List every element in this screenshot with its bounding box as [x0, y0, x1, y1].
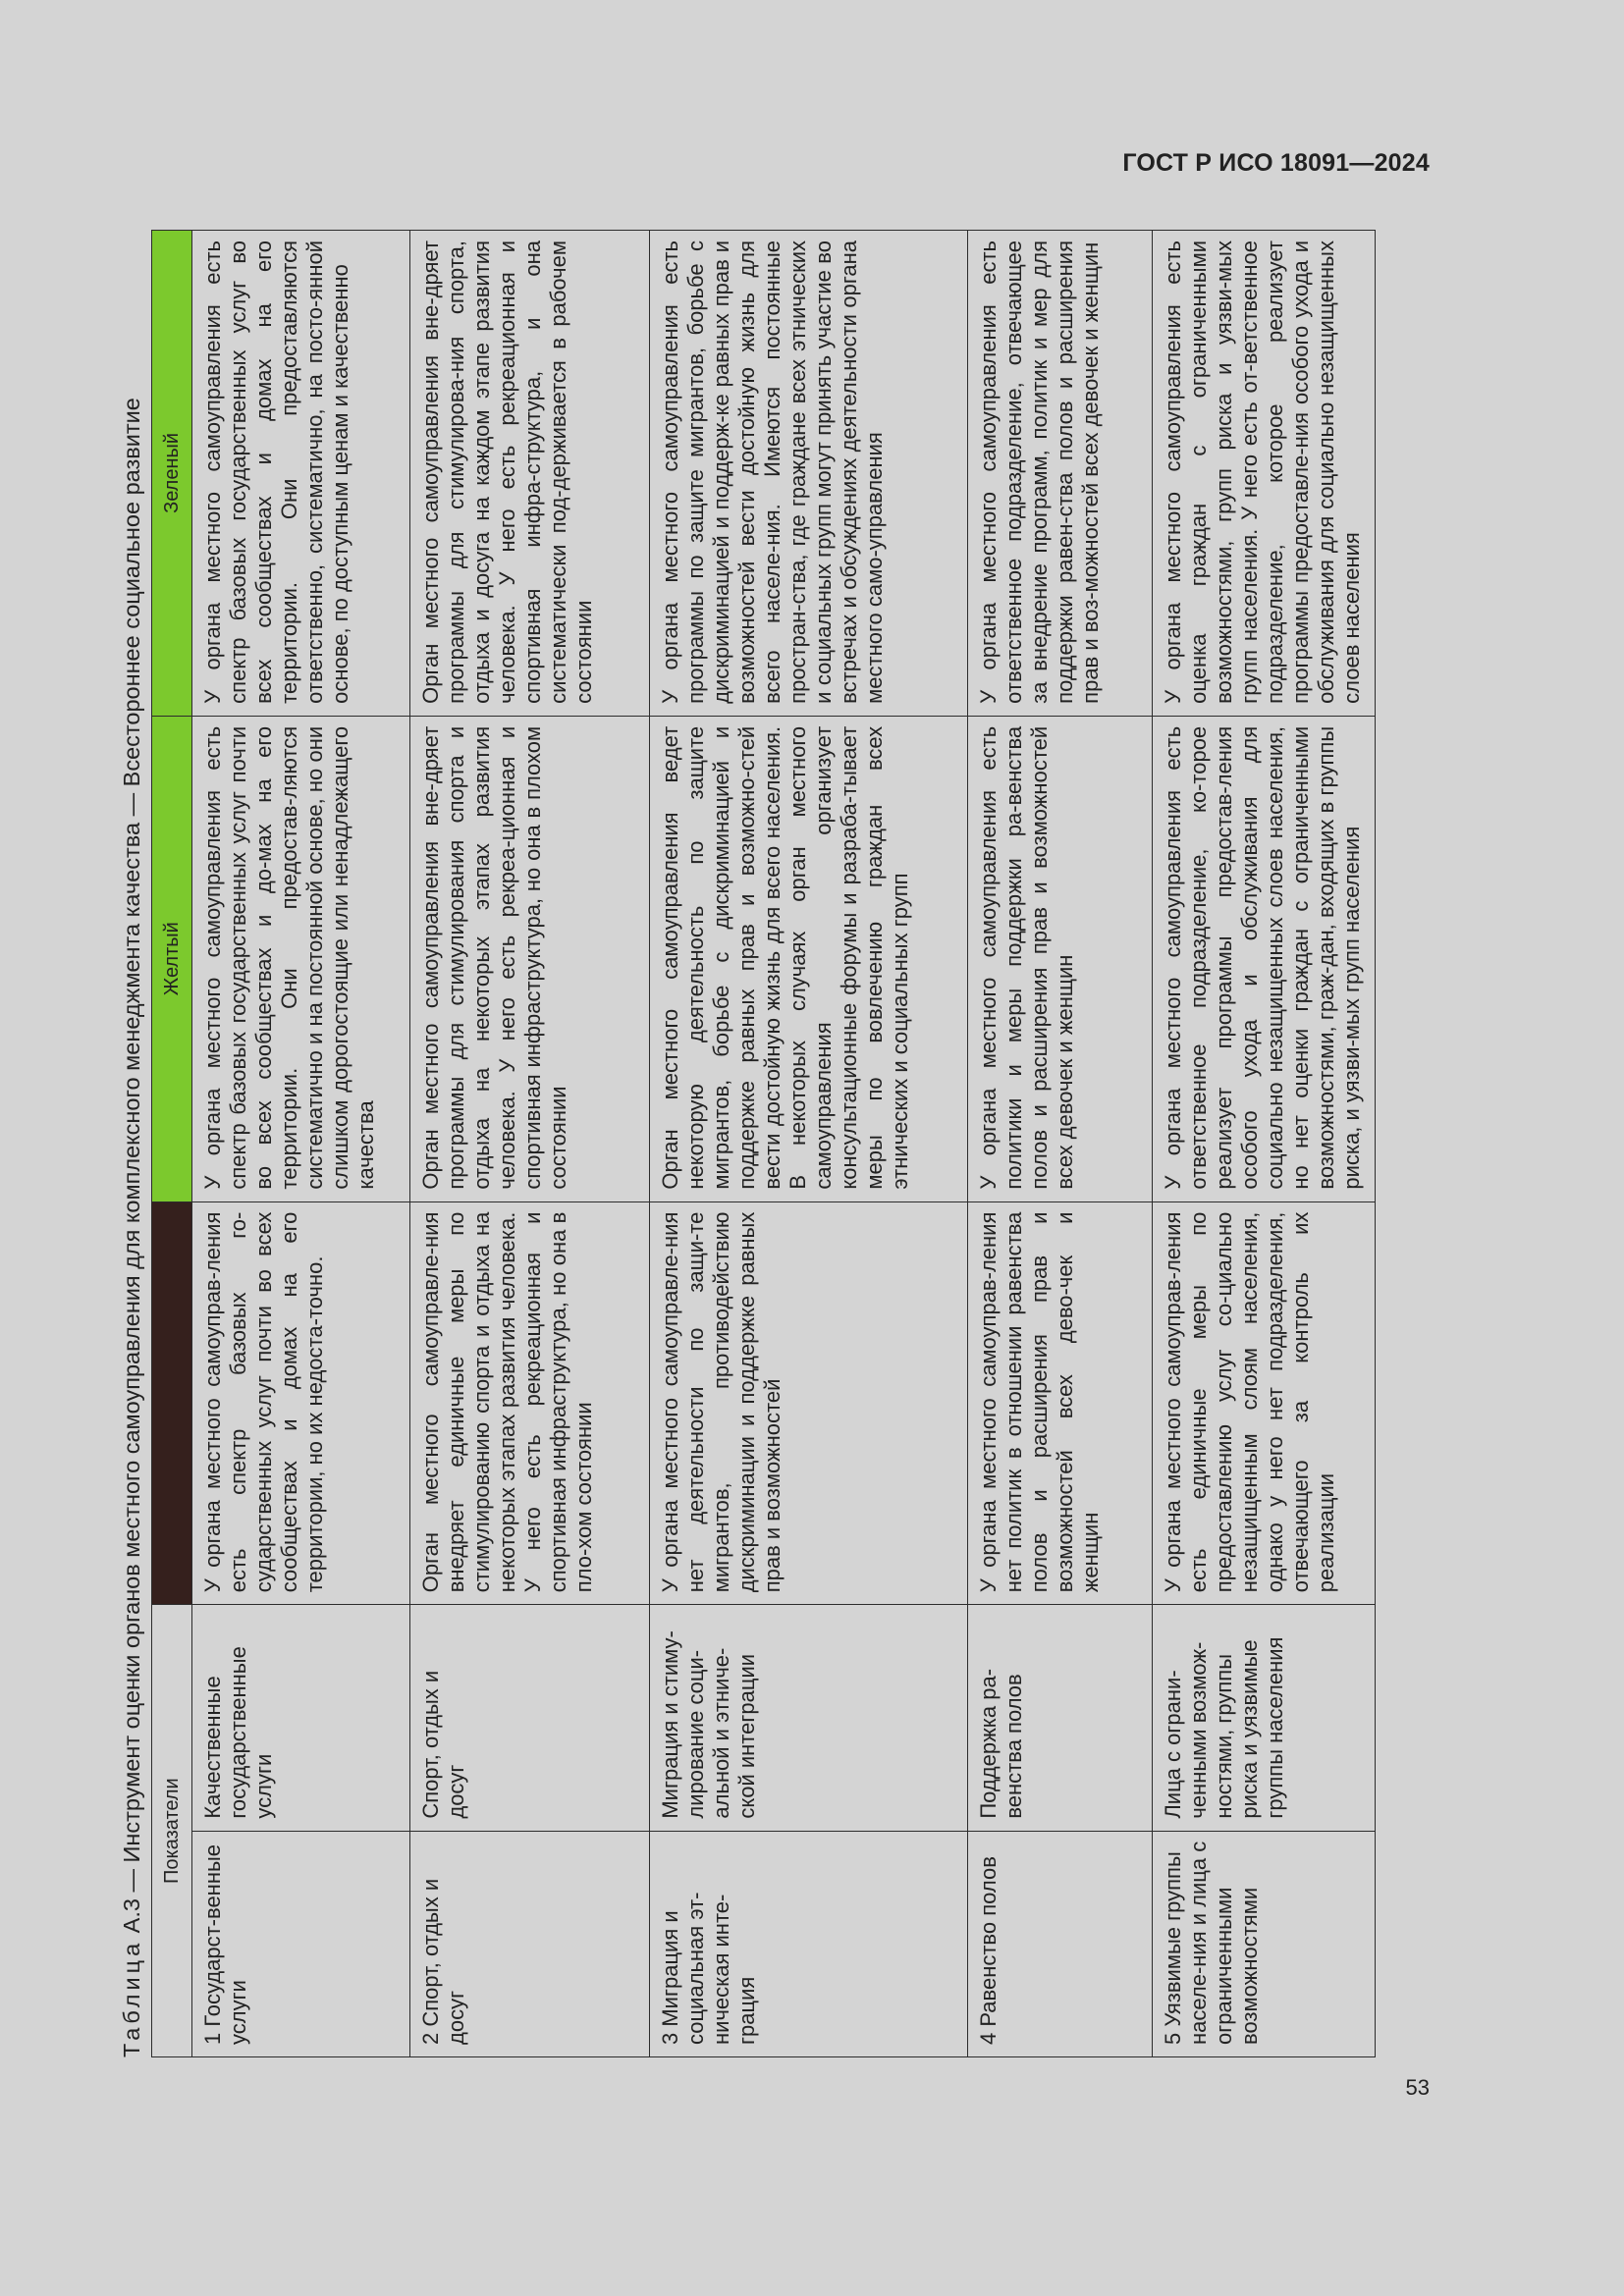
indicator-cell: Спорт, отдых и досуг [410, 1605, 650, 1831]
indicator-cell: Качественные государственные услуги [192, 1605, 410, 1831]
header-yellow: Желтый [152, 716, 192, 1201]
header-indicators: Показатели [152, 1605, 192, 2057]
assessment-table [151, 230, 1376, 2057]
header-green: Зеленый [152, 231, 192, 717]
table-row [192, 231, 410, 2057]
yellow-level-cell: У органа местного самоуправления есть политики и меры поддержки ра-венства полов и расширения прав и возможностей всех девочек и женщин [968, 716, 1153, 1201]
yellow-level-cell: Орган местного самоуправления вне-дряет программы для стимулирования спорта и отдыха на некоторых этапах развития человека. У него есть рекреа-ционная и спортивная инфраструктура, но она в плохом состоянии [410, 716, 650, 1201]
row-number-cell: 1 Государст-венные услуги [192, 1831, 410, 2056]
indicator-cell: Поддержка ра-венства полов [968, 1605, 1153, 1831]
rotated-table-frame [112, 230, 1428, 2057]
table-caption [112, 398, 151, 2057]
yellow-level-cell: Орган местного самоуправления ведет некоторую деятельность по защите мигрантов, борьбе с дискриминацией и поддержке равных прав и возможно-стей вести достойную жизнь для всего населения. В некоторых случаях орган местного самоуправления организует консультационные форумы и разраба-тывает меры по вовлечению граждан всех этнических и социальных групп [650, 716, 968, 1201]
red-level-cell: У органа местного самоуправ-ления есть спектр базовых го-сударственных услуг почти во всех сообществах и домах на его территории, но их недоста-точно. [192, 1201, 410, 1605]
standard-identifier: ГОСТ Р ИСО 18091—2024 [1122, 149, 1430, 177]
table-row [968, 231, 1153, 2057]
indicator-cell: Лица с ограни-ченными возмож-ностями, группы риска и уязвимые группы населения [1153, 1605, 1376, 1831]
row-number-cell: 5 Уязвимые группы населе-ния и лица с ограниченными возможностями [1153, 1831, 1376, 2056]
table-row [410, 231, 650, 2057]
page-number: 53 [1405, 2075, 1430, 2100]
green-level-cell: У органа местного самоуправления есть программы по защите мигрантов, борьбе с дискриминацией и поддерж-ке равных прав и возможностей вести достойную жизнь для всего населе-ния. Имеются постоянные простран-ства, где граждане всех этнических и социальных групп могут принять участие во встречах и обсуждениях деятельности органа местного само-управления [650, 231, 968, 717]
green-level-cell: У органа местного самоуправления есть спектр базовых государственных услуг во всех сообществах и домах на его территории. Они предоставляются ответственно, систематично, на посто-янной основе, по доступным ценам и качественно [192, 231, 410, 717]
yellow-level-cell: У органа местного самоуправления есть спектр базовых государственных услуг почти во всех сообществах и до-мах на его территории. Они предостав-ляются систематично и на постоянной основе, но они слишком дорогостоящие или ненадлежащего качества [192, 716, 410, 1201]
caption-text: А.3 — Инструмент оценки органов местного самоуправления для комплексного менеджмента качества — Всестороннее социальное развитие [119, 398, 144, 1940]
header-row [152, 231, 192, 2057]
red-level-cell: У органа местного самоуправ-ления есть единичные меры по предоставлению услуг со-циально незащищенным слоям населения, однако у него нет подразделения, отвечающего за контроль их реализации [1153, 1201, 1376, 1605]
header-red [152, 1201, 192, 1605]
row-number-cell: 3 Миграция и социальная эт-ническая инте-грация [650, 1831, 968, 2056]
yellow-level-cell: У органа местного самоуправления есть ответственное подразделение, ко-торое реализует программы предостав-ления особого ухода и обслуживания для социально незащищенных слоев населения, но нет оценки граждан с ограниченными возможностями, граж-дан, входящих в группы риска, и уязви-мых групп населения [1153, 716, 1376, 1201]
row-number-cell: 4 Равенство полов [968, 1831, 1153, 2056]
red-level-cell: У органа местного самоуправ-ления нет политик в отношении равенства полов и расширения прав и возможностей всех дево-чек и женщин [968, 1201, 1153, 1605]
red-level-cell: У органа местного самоуправле-ния нет деятельности по защи-те мигрантов, противодействию дискриминации и поддержке равных прав и возможностей [650, 1201, 968, 1605]
table-row [650, 231, 968, 2057]
row-number-cell: 2 Спорт, отдых и досуг [410, 1831, 650, 2056]
green-level-cell: У органа местного самоуправления есть ответственное подразделение, отвечающее за внедрение программ, политик и мер для поддержки равен-ства полов и расширения прав и воз-можностей всех девочек и женщин [968, 231, 1153, 717]
green-level-cell: У органа местного самоуправления есть оценка граждан с ограниченными возможностями, групп риска и уязви-мых групп населения. У него есть от-ветственное подразделение, которое реализует программы предоставле-ния особого ухода и обслуживания для социально незащищенных слоев населения [1153, 231, 1376, 717]
red-level-cell: Орган местного самоуправле-ния внедряет единичные меры по стимулированию спорта и отдыха на некоторых этапах развития человека. У него есть рекреационная и спортивная инфраструктура, но она в пло-хом состоянии [410, 1201, 650, 1605]
green-level-cell: Орган местного самоуправления вне-дряет программы для стимулирова-ния спорта, отдыха и досуга на каждом этапе развития человека. У него есть рекреационная и спортивная инфра-структура, и она систематически под-держивается в рабочем состоянии [410, 231, 650, 717]
table-row [1153, 231, 1376, 2057]
caption-prefix: Таблица [119, 1939, 144, 2057]
indicator-cell: Миграция и стиму-лирование соци-альной и этниче-ской интеграции [650, 1605, 968, 1831]
